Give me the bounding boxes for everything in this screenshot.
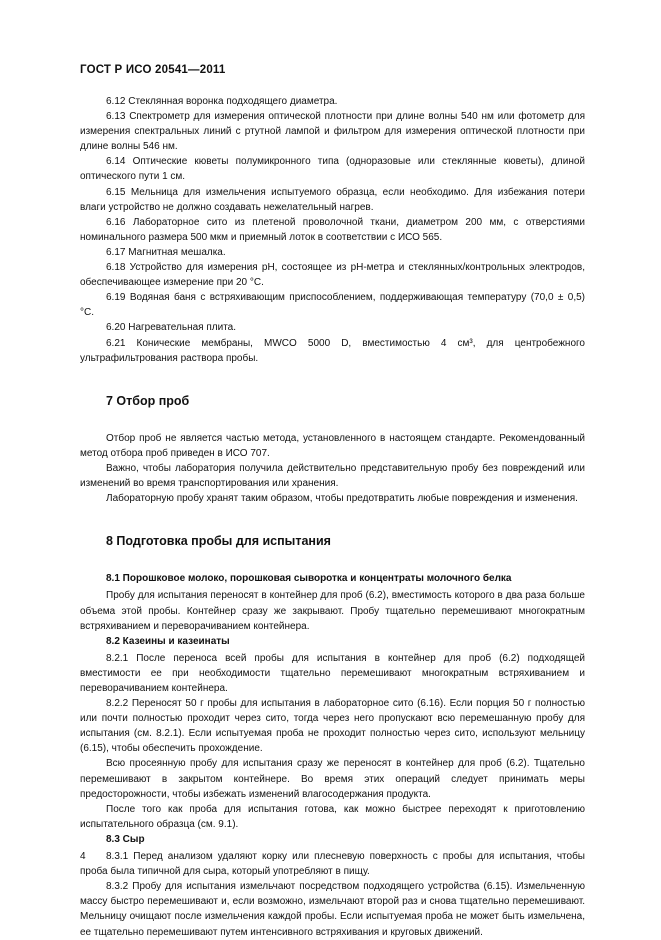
item-6-14: 6.14 Оптические кюветы полумикронного типа (одноразовые или стеклянные кюветы), длиной оптического пути 1 см. (80, 156, 585, 183)
paragraph-8-2-1: 8.2.1 После переноса всей пробы для испытания в контейнер для проб (6.2) подходящей вместимости ее при необходимости тщательно перемешивают многократным встряхиванием и переворачиванием контейнера. (80, 652, 585, 694)
item-6-12: 6.12 Стеклянная воронка подходящего диаметра. (106, 96, 338, 107)
paragraph-8-2-2: 8.2.2 Переносят 50 г пробы для испытания в лабораторное сито (6.16). Если порция 50 г полностью или почти полностью проходит через сито, тогда через него пропускают всю перемешанную пробу для испытания (см. 8.2.1). Если испытуемая проба не проходит полностью через сито, используют мельницу (6.15), чтобы обеспечить прохождение. (80, 698, 585, 755)
document-body (80, 94, 585, 940)
item-6-15: 6.15 Мельница для измельчения испытуемого образца, если необходимо. Для избежания потери влаги устройство не должно создавать нежелательный нагрев. (80, 186, 585, 213)
item-6-20: 6.20 Нагревательная плита. (106, 322, 236, 334)
paragraph-8-3-1: 8.3.1 Перед анализом удаляют корку или плесневую поверхность с пробы для испытания, чтобы проба была типичной для сыра, который употребляют в пищу. (80, 851, 585, 878)
item-6-16: 6.16 Лабораторное сито из плетеной проволочной ткани, диаметром 200 мм, с отверстиями номинального размера 500 мкм и приемный лоток в соответствии с ИСО 565. (80, 216, 585, 243)
section-7-title: 7 Отбор проб (106, 393, 190, 408)
paragraph-8-2-2-cont: Всю просеянную пробу для испытания сразу же переносят в контейнер для проб (6.2). Тщательно перемешивают в закрытом контейнере. Во время этих операций следует принимать меры предосторожности, чтобы избежать изменений влагосодержания продукта. (80, 758, 585, 800)
item-6-21: 6.21 Конические мембраны, MWCO 5000 D, вместимостью 4 см³, для центробежного ультрафильтрования раствора пробы. (80, 337, 585, 364)
subsection-8-1-title: 8.1 Порошковое молоко, порошковая сыворотка и концентраты молочного белка (106, 573, 512, 585)
subsection-8-2-title: 8.2 Казеины и казеинаты (106, 635, 230, 647)
section-8-title: 8 Подготовка пробы для испытания (106, 534, 331, 549)
item-6-19: 6.19 Водяная баня с встряхивающим приспособлением, поддерживающая температуру (70,0 ± 0,5) °C. (80, 292, 585, 319)
section-7-paragraph: Отбор проб не является частью метода, установленного в настоящем стандарте. Рекомендованный метод отбора проб приведен в ИСО 707. (80, 432, 585, 459)
paragraph-8-2-2-end: После того как проба для испытания готова, как можно быстрее переходят к приготовлению испытательного образца (см. 9.1). (80, 803, 585, 830)
item-6-17: 6.17 Магнитная мешалка. (106, 246, 226, 258)
paragraph-8-3-2: 8.3.2 Пробу для испытания измельчают посредством подходящего устройства (6.15). Измельченную массу быстро перемешивают и, если возможно, измельчают второй раз и снова тщательно перемешивают. Мельницу очищают после измельчения каждой пробы. Если испытуемая проба не может быть измельчена, ее тщательно перемешивают путем интенсивного встряхивания и круговых движений. (80, 881, 585, 938)
item-6-13: 6.13 Спектрометр для измерения оптической плотности при длине волны 540 нм или фотометр для измерения спектральных линий с ртутной лампой и фильтром для измерения оптической плотности при длине волны 546 нм. (80, 111, 585, 153)
section-7-paragraph: Лабораторную пробу хранят таким образом, чтобы предотвратить любые повреждения и изменения. (106, 493, 578, 505)
page-header: ГОСТ Р ИСО 20541—2011 (80, 64, 226, 76)
subsection-8-1-text: Пробу для испытания переносят в контейнер для проб (6.2), вместимость которого в два раза больше объема этой пробы. Контейнер сразу же закрывают. Пробу тщательно перемешивают многократным встряхиванием и переворачиванием контейнера. (80, 590, 585, 632)
section-7-paragraph: Важно, чтобы лаборатория получила действительно представительную пробу без повреждений или изменений во время транспортирования или хранения. (80, 462, 585, 490)
page-number: 4 (80, 851, 86, 862)
item-6-18: 6.18 Устройство для измерения pH, состоящее из pH-метра и стеклянных/контрольных электродов, обеспечивающее измерение при 20 °C. (80, 262, 585, 289)
subsection-8-3-title: 8.3 Сыр (106, 833, 145, 845)
